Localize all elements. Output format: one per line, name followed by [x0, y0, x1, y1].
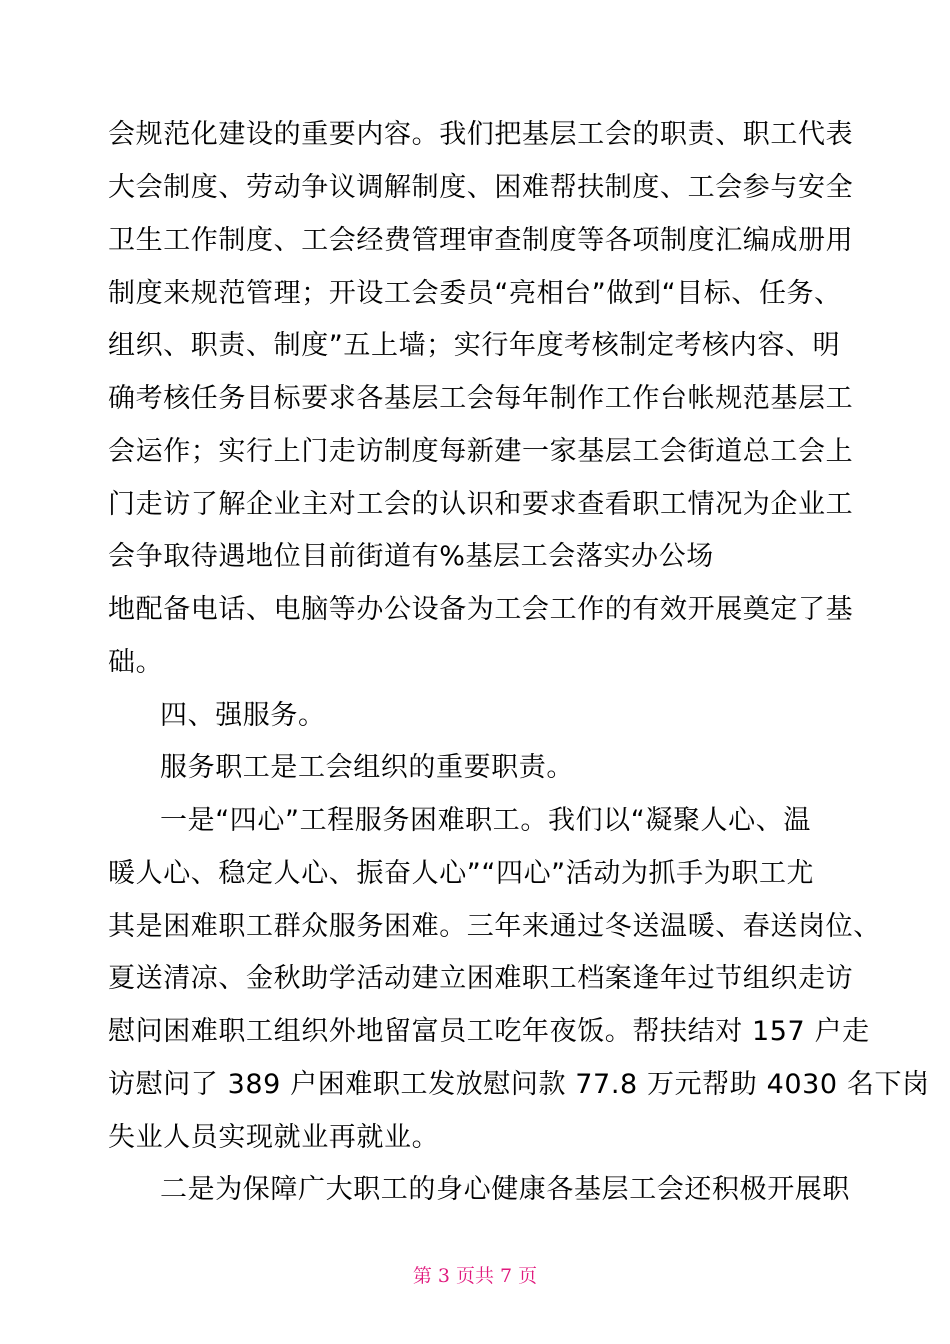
body-text-line: 慰问困难职工组织外地留富员工吃年夜饭。帮扶结对 157 户走: [108, 1016, 870, 1047]
body-text-line: 础。: [108, 647, 164, 678]
body-text-line: 会争取待遇地位目前街道有%基层工会落实办公场: [108, 541, 714, 572]
paragraph-first-line: 服务职工是工会组织的重要职责。: [160, 752, 574, 783]
body-text-line: 确考核任务目标要求各基层工会每年制作工作台帐规范基层工: [108, 383, 854, 414]
section-heading: 四、强服务。: [160, 700, 326, 731]
body-text-line: 组织、职责、制度”五上墙；实行年度考核制定考核内容、明: [108, 330, 841, 361]
paragraph-first-line: 二是为保障广大职工的身心健康各基层工会还积极开展职: [160, 1174, 850, 1205]
body-text-line: 卫生工作制度、工会经费管理审查制度等各项制度汇编成册用: [108, 225, 854, 256]
body-text-line: 失业人员实现就业再就业。: [108, 1122, 440, 1153]
body-text-line: 会运作；实行上门走访制度每新建一家基层工会街道总工会上: [108, 436, 854, 467]
body-text-line: 访慰问了 389 户困难职工发放慰问款 77.8 万元帮助 4030 名下岗: [108, 1069, 930, 1100]
body-text-line: 会规范化建设的重要内容。我们把基层工会的职责、职工代表: [108, 119, 854, 150]
body-text-line: 大会制度、劳动争议调解制度、困难帮扶制度、工会参与安全: [108, 172, 854, 203]
body-text-line: 夏送清凉、金秋助学活动建立困难职工档案逢年过节组织走访: [108, 963, 854, 994]
body-text-line: 制度来规范管理；开设工会委员“亮相台”做到“目标、任务、: [108, 278, 842, 309]
body-text-line: 地配备电话、电脑等办公设备为工会工作的有效开展奠定了基: [108, 594, 854, 625]
paragraph-first-line: 一是“四心”工程服务困难职工。我们以“凝聚人心、温: [160, 805, 811, 836]
body-text-line: 其是困难职工群众服务困难。三年来通过冬送温暖、春送岗位、: [108, 911, 881, 942]
body-text-line: 门走访了解企业主对工会的认识和要求查看职工情况为企业工: [108, 489, 854, 520]
page-footer: 第 3 页共 7 页: [412, 1265, 538, 1287]
body-text-line: 暖人心、稳定人心、振奋人心”“四心”活动为抓手为职工尤: [108, 858, 815, 889]
